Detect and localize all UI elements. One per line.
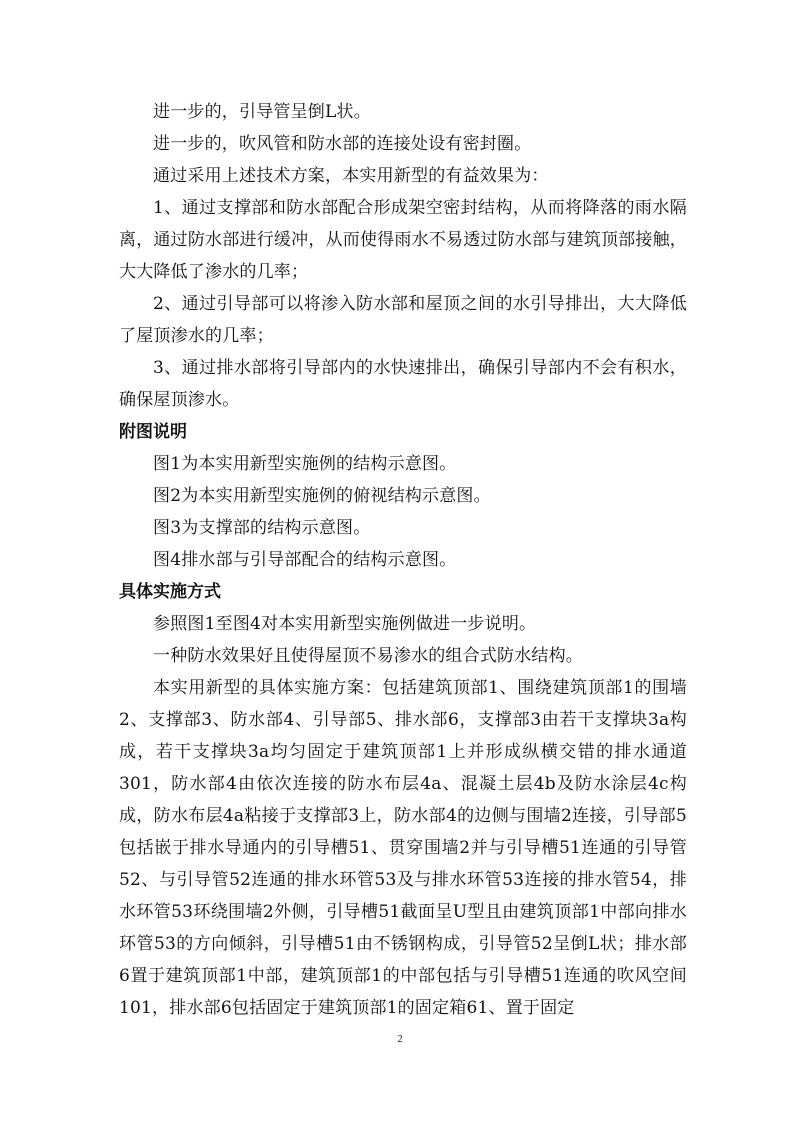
paragraph-structure-summary: 一种防水效果好且使得屋顶不易渗水的组合式防水结构。 bbox=[153, 646, 583, 666]
paragraph-l-shaped-guide-pipe: 进一步的，引导管呈倒L状。 bbox=[153, 102, 371, 122]
figure-caption-2: 图2为本实用新型实施例的俯视结构示意图。 bbox=[153, 486, 491, 506]
document-body bbox=[119, 96, 687, 1024]
paragraph-effect-2: 2、通过引导部可以将渗入防水部和屋顶之间的水引导排出，大大降低了屋顶渗水的几率； bbox=[119, 294, 687, 346]
figure-caption-4: 图4排水部与引导部配合的结构示意图。 bbox=[153, 550, 457, 570]
paragraph-reference-figures: 参照图1至图4对本实用新型实施例做进一步说明。 bbox=[153, 614, 537, 634]
page-number: 2 bbox=[397, 1033, 403, 1045]
paragraph-effect-1: 1、通过支撑部和防水部配合形成架空密封结构，从而将降落的雨水隔离，通过防水部进行缓冲，从而使得雨水不易透过防水部与建筑顶部接触，大大降低了渗水的几率； bbox=[119, 198, 687, 282]
figure-caption-1: 图1为本实用新型实施例的结构示意图。 bbox=[153, 454, 457, 474]
section-heading-embodiment: 具体实施方式 bbox=[119, 582, 221, 602]
paragraph-effect-3: 3、通过排水部将引导部内的水快速排出，确保引导部内不会有积水，确保屋顶渗水。 bbox=[119, 358, 687, 410]
paragraph-embodiment-detail: 本实用新型的具体实施方案：包括建筑顶部1、围绕建筑顶部1的围墙2、支撑部3、防水部4、引导部5、排水部6，支撑部3由若干支撑块3a构成，若干支撑块3a均匀固定于建筑顶部1上并形成纵横交错的排水通道301，防水部4由依次连接的防水布层4a、混凝土层4b及防水涂层4c构成，防水布层4a粘接于支撑部3上，防水部4的边侧与围墙2连接，引导部5包括嵌于排水导通内的引导槽51、贯穿围墙2并与引导槽51连通的引导管52、与引导管52连通的排水环管53及与排水环管53连接的排水管54，排水环管53环绕围墙2外侧，引导槽51截面呈U型且由建筑顶部1中部向排水环管53的方向倾斜，引导槽51由不锈钢构成，引导管52呈倒L状；排水部6置于建筑顶部1中部，建筑顶部1的中部包括与引导槽51连通的吹风空间101，排水部6包括固定于建筑顶部1的固定箱61、置于固定 bbox=[119, 678, 687, 1018]
section-heading-figures: 附图说明 bbox=[119, 422, 187, 442]
figure-caption-3: 图3为支撑部的结构示意图。 bbox=[153, 518, 371, 538]
paragraph-beneficial-effects: 通过采用上述技术方案，本实用新型的有益效果为： bbox=[153, 166, 549, 186]
paragraph-sealing-ring: 进一步的，吹风管和防水部的连接处设有密封圈。 bbox=[153, 134, 532, 154]
